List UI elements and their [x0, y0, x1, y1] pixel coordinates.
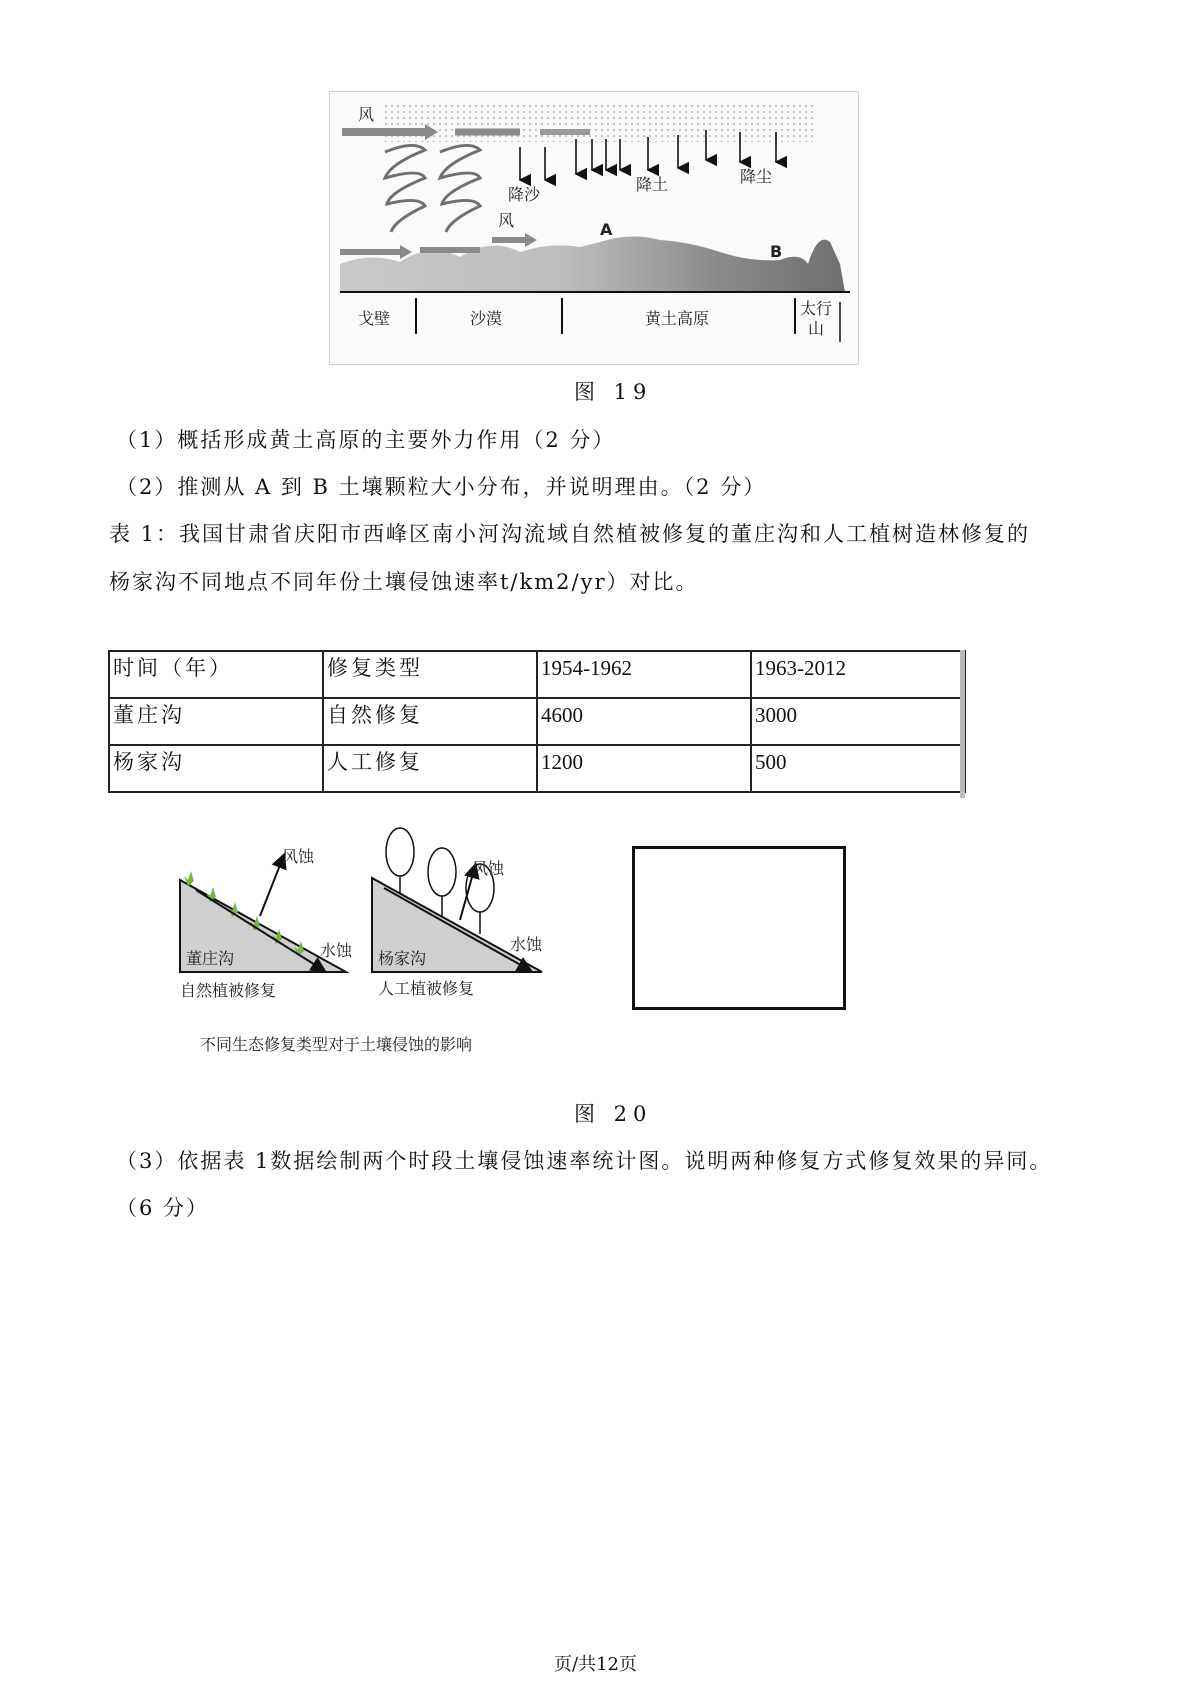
cell-site: 杨家沟: [109, 745, 323, 792]
site-label-left: 董庄沟: [186, 949, 235, 968]
type-label-left: 自然植被修复: [180, 981, 277, 1000]
figure-20-slopes: [170, 820, 590, 1070]
header-type: 修复类型: [323, 651, 537, 698]
cell-type: 自然修复: [323, 698, 537, 745]
table-header-row: [109, 651, 965, 698]
page-footer: 页/共12页: [554, 1654, 637, 1675]
header-time: 时间（年）: [109, 651, 323, 698]
table-row: [109, 745, 965, 792]
figure-20-subtitle: 不同生态修复类型对于土壤侵蚀的影响: [200, 1035, 473, 1054]
soil-fall-label: 降土: [636, 175, 669, 194]
water-erosion-label-right: 水蚀: [510, 935, 543, 954]
cell-site: 董庄沟: [109, 698, 323, 745]
cell-value: 500: [751, 745, 965, 792]
point-a-label: A: [600, 220, 613, 239]
figure-19-caption: 图 19: [574, 380, 653, 404]
whirlwind-left: [385, 145, 425, 232]
point-b-label: B: [770, 242, 783, 261]
table-edge-shadow: [960, 650, 965, 798]
blank-chart-box[interactable]: [632, 846, 846, 1010]
dust-fall-label: 降尘: [740, 167, 773, 186]
figure-19: [329, 91, 859, 365]
question-3-line-1: （3）依据表 1数据绘制两个时段土壤侵蚀速率统计图。说明两种修复方式修复效果的异同。: [116, 1149, 1053, 1173]
sand-fall-label: 降沙: [508, 185, 541, 204]
wind-label-mid: 风: [498, 211, 515, 230]
restoration-types-diagram: [170, 820, 590, 1070]
question-1: （1）概括形成黄土高原的主要外力作用（2 分）: [116, 428, 616, 452]
cell-value: 1200: [537, 745, 751, 792]
erosion-rate-table: [108, 650, 966, 793]
header-period-2: 1963-2012: [751, 651, 965, 698]
wind-erosion-label-left: 风蚀: [282, 847, 315, 866]
table-intro-line-1: 表 1：我国甘肃省庆阳市西峰区南小河沟流域自然植被修复的董庄沟和人工植树造林修复的: [109, 522, 1031, 546]
taihang-label-2: 山: [808, 319, 825, 338]
whirlwind-right: [440, 145, 480, 232]
gobi-label: 戈壁: [358, 309, 391, 328]
water-erosion-label-left: 水蚀: [320, 941, 353, 960]
figure-20-caption: 图 20: [574, 1102, 653, 1126]
site-label-right: 杨家沟: [378, 949, 427, 968]
question-3-line-2: （6 分）: [116, 1196, 210, 1220]
table-intro-line-2: 杨家沟不同地点不同年份土壤侵蚀速率t/km2/yr）对比。: [109, 570, 699, 594]
question-2: （2）推测从 A 到 B 土壤颗粒大小分布，并说明理由。（2 分）: [116, 475, 767, 499]
desert-label: 沙漠: [470, 309, 503, 328]
cell-type: 人工修复: [323, 745, 537, 792]
table-row: [109, 698, 965, 745]
type-label-right: 人工植被修复: [378, 979, 475, 998]
wind-erosion-label-right: 风蚀: [472, 859, 505, 878]
cell-value: 4600: [537, 698, 751, 745]
wind-label-top: 风: [358, 105, 375, 124]
dust-cloud: [385, 102, 815, 142]
header-period-1: 1954-1962: [537, 651, 751, 698]
loess-formation-diagram: [330, 92, 858, 364]
taihang-label-1: 太行: [800, 299, 833, 318]
wind-erosion-arrow-left: [260, 860, 282, 916]
loess-plateau-label: 黄土高原: [645, 309, 710, 328]
cell-value: 3000: [751, 698, 965, 745]
